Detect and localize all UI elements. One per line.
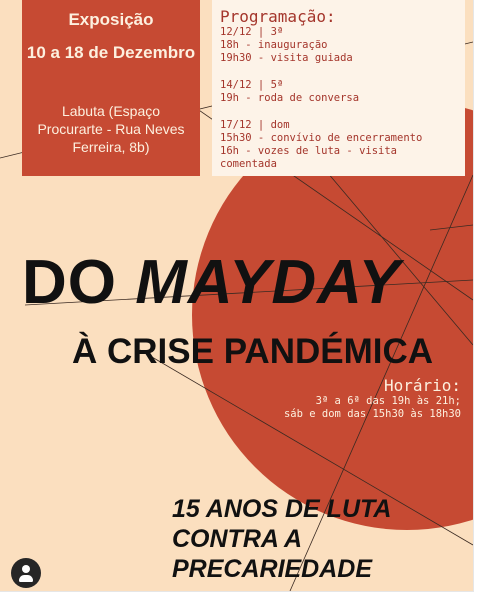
- program-line: 12/12 | 3ª: [220, 26, 284, 38]
- headline-line-2: À CRISE PANDÉMICA: [72, 332, 434, 371]
- program-line: 19h30 - visita guiada: [220, 52, 353, 64]
- program-day: [220, 26, 465, 65]
- avatar-head: [22, 565, 30, 573]
- program-box: [212, 0, 465, 176]
- slogan-line: PRECARIEDADE: [172, 555, 373, 583]
- headline-prefix: DO: [22, 248, 136, 317]
- program-line: 18h - inauguração: [220, 39, 328, 51]
- user-avatar-icon[interactable]: [11, 558, 41, 588]
- headline-mayday: MAYDAY: [135, 248, 401, 317]
- headline-line-1: [22, 248, 401, 317]
- exhibition-box: [22, 0, 200, 176]
- program-day: [220, 119, 465, 171]
- program-line: 17/12 | dom: [220, 119, 290, 131]
- exhibition-location: Labuta (Espaço Procurarte - Rua Neves Ferreira, 8b): [37, 103, 185, 155]
- hours-title: Horário:: [383, 376, 461, 395]
- program-line: 16h - vozes de luta - visita: [220, 145, 398, 157]
- program-line: 14/12 | 5ª: [220, 79, 284, 91]
- slogan: [172, 494, 391, 584]
- opening-hours: [284, 376, 461, 421]
- slogan-line: CONTRA A: [172, 525, 303, 553]
- exhibition-dates: 10 a 18 de Dezembro: [26, 43, 196, 62]
- exhibition-title: Exposição: [68, 10, 154, 29]
- slogan-line: 15 ANOS DE LUTA: [172, 495, 392, 523]
- avatar-body: [19, 575, 33, 582]
- hours-weekdays: 3ª a 6ª das 19h às 21h;: [315, 395, 461, 407]
- program-list: [220, 26, 465, 185]
- program-title: Programação:: [220, 7, 336, 26]
- hours-weekend: sáb e dom das 15h30 às 18h30: [283, 408, 461, 420]
- program-day: [220, 79, 465, 105]
- program-line: 19h - roda de conversa: [220, 92, 360, 104]
- program-line: 15h30 - convívio de encerramento: [220, 132, 423, 144]
- program-line: comentada: [220, 158, 277, 170]
